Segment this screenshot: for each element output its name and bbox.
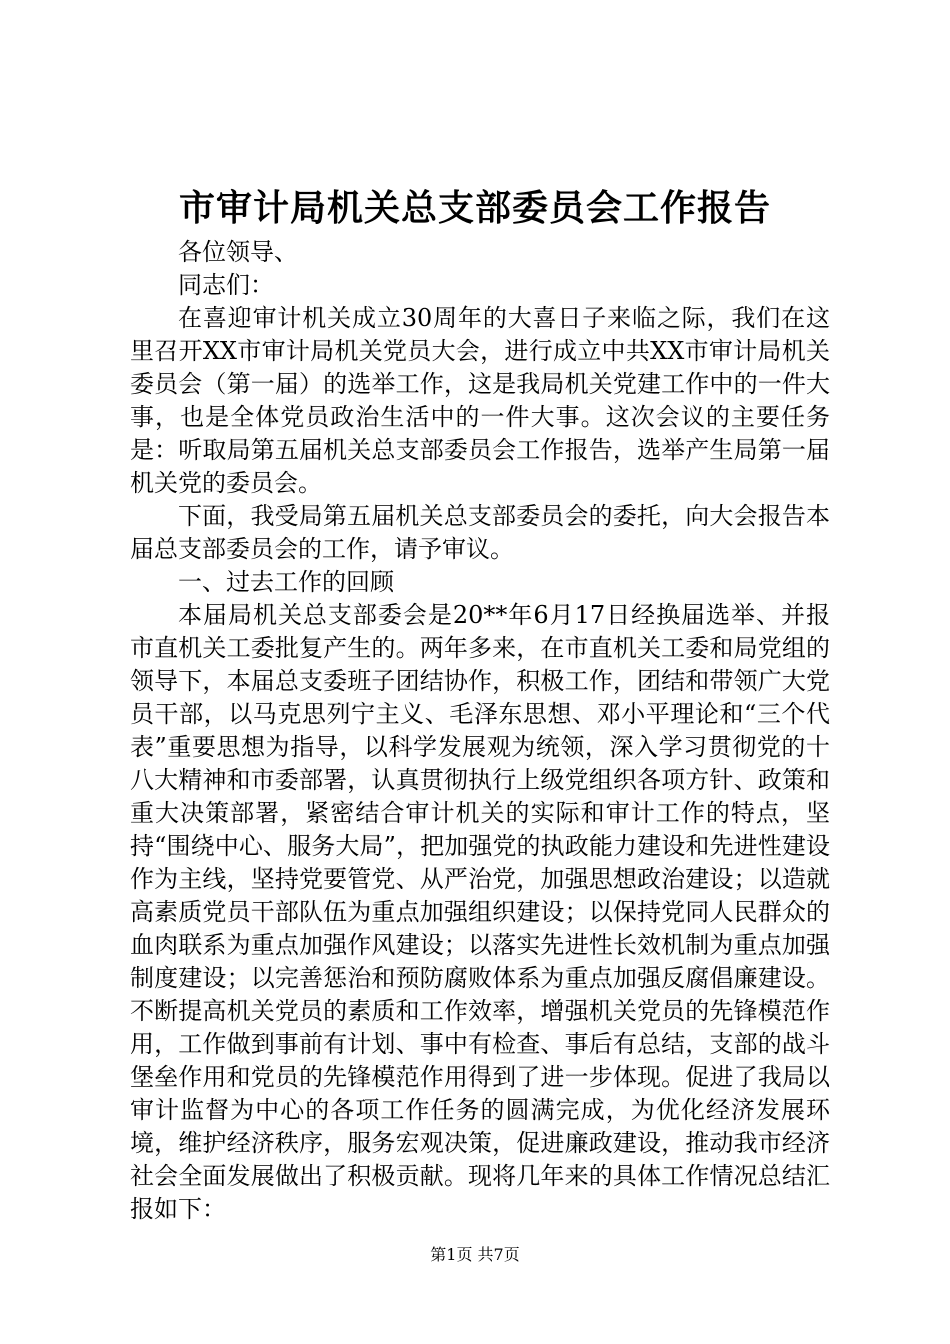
entrusted-paragraph: 下面，我受局第五届机关总支部委员会的委托，向大会报告本届总支部委员会的工作，请予审议。	[130, 502, 830, 563]
page-number-footer: 第1页 共7页	[430, 1245, 520, 1264]
document-title: 市审计局机关总支部委员会工作报告	[178, 187, 771, 229]
document-body	[130, 236, 830, 1226]
section-heading: 一、过去工作的回顾	[178, 568, 394, 596]
review-paragraph: 本届局机关总支部委会是20**年6月17日经换届选举、并报市直机关工委批复产生的。两年多来，在市直机关工委和局党组的领导下，本届总支委班子团结协作，积极工作，团结和带领广大党员干部，以马克思列宁主义、毛泽东思想、邓小平理论和“三个代表”重要思想为指导，以科学发展观为统领，深入学习贯彻党的十八大精神和市委部署，认真贯彻执行上级党组织各项方针、政策和重大决策部署，紧密结合审计机关的实际和审计工作的特点，坚持“围绕中心、服务大局”，把加强党的执政能力建设和先进性建设作为主线，坚持党要管党、从严治党，加强思想政治建设；以造就高素质党员干部队伍为重点加强组织建设；以保持党同人民群众的血肉联系为重点加强作风建设；以落实先进性长效机制为重点加强制度建设；以完善惩治和预防腐败体系为重点加强反腐倡廉建设。不断提高机关党员的素质和工作效率，增强机关党员的先锋模范作用，工作做到事前有计划、事中有检查、事后有总结，支部的战斗堡垒作用和党员的先锋模范作用得到了进一步体现。促进了我局以审计监督为中心的各项工作任务的圆满完成，为优化经济发展环境，维护经济秩序，服务宏观决策，促进廉政建设，推动我市经济社会全面发展做出了积极贡献。现将几年来的具体工作情况总结汇报如下：	[130, 601, 830, 1223]
intro-paragraph: 在喜迎审计机关成立30周年的大喜日子来临之际，我们在这里召开XX市审计局机关党员大会，进行成立中共XX市审计局机关委员会（第一届）的选举工作，这是我局机关党建工作中的一件大事，也是全体党员政治生活中的一件大事。这次会议的主要任务是：听取局第五届机关总支部委员会工作报告，选举产生局第一届机关党的委员会。	[130, 304, 830, 497]
salutation-comrades: 同志们：	[178, 271, 274, 299]
salutation-leaders: 各位领导、	[178, 238, 298, 266]
